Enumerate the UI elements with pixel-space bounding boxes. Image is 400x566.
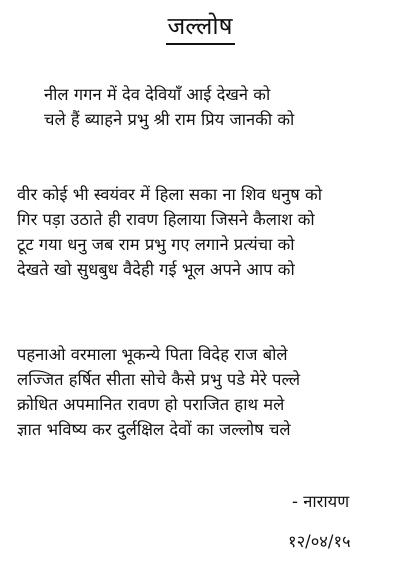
stanza-2 <box>0 182 400 282</box>
poem-line: चले हैं ब्याहने प्रभु श्री राम प्रिय जानकी को <box>44 110 295 129</box>
stanza-1 <box>0 82 400 132</box>
poem-line: देखते खो सुधबुध वैदेही गई भूल अपने आप को <box>17 260 295 279</box>
poem-date: १२/०४/१५ <box>288 532 351 551</box>
poem-line: पहनाओ वरमाला भूकन्ये पिता विदेह राज बोले <box>17 345 288 364</box>
author-signature: - नारायण <box>292 492 350 511</box>
poem-line: लज्जित हर्षित सीता सोचे कैसे प्रभु पडे मेरे पल्ले <box>17 370 301 389</box>
stanza-3 <box>0 342 400 442</box>
poem-line: वीर कोई भी स्वयंवर में हिला सका ना शिव धनुष को <box>17 185 322 204</box>
poem-line: ज्ञात भविष्य कर दुर्लक्षिल देवों का जल्लोष चले <box>17 420 291 439</box>
poem-line: क्रोधित अपमानित रावण हो पराजित हाथ मले <box>17 395 285 414</box>
poem-line: टूट गया धनु जब राम प्रभु गए लगाने प्रत्यंचा को <box>17 235 295 254</box>
poem-title-text: जल्लोष <box>166 10 235 45</box>
poem-line: गिर पड़ा उठाते ही रावण हिलाया जिसने कैलाश को <box>17 210 315 229</box>
poem-title <box>0 10 400 45</box>
poem-line: नील गगन में देव देवियाँ आई देखने को <box>44 85 271 104</box>
